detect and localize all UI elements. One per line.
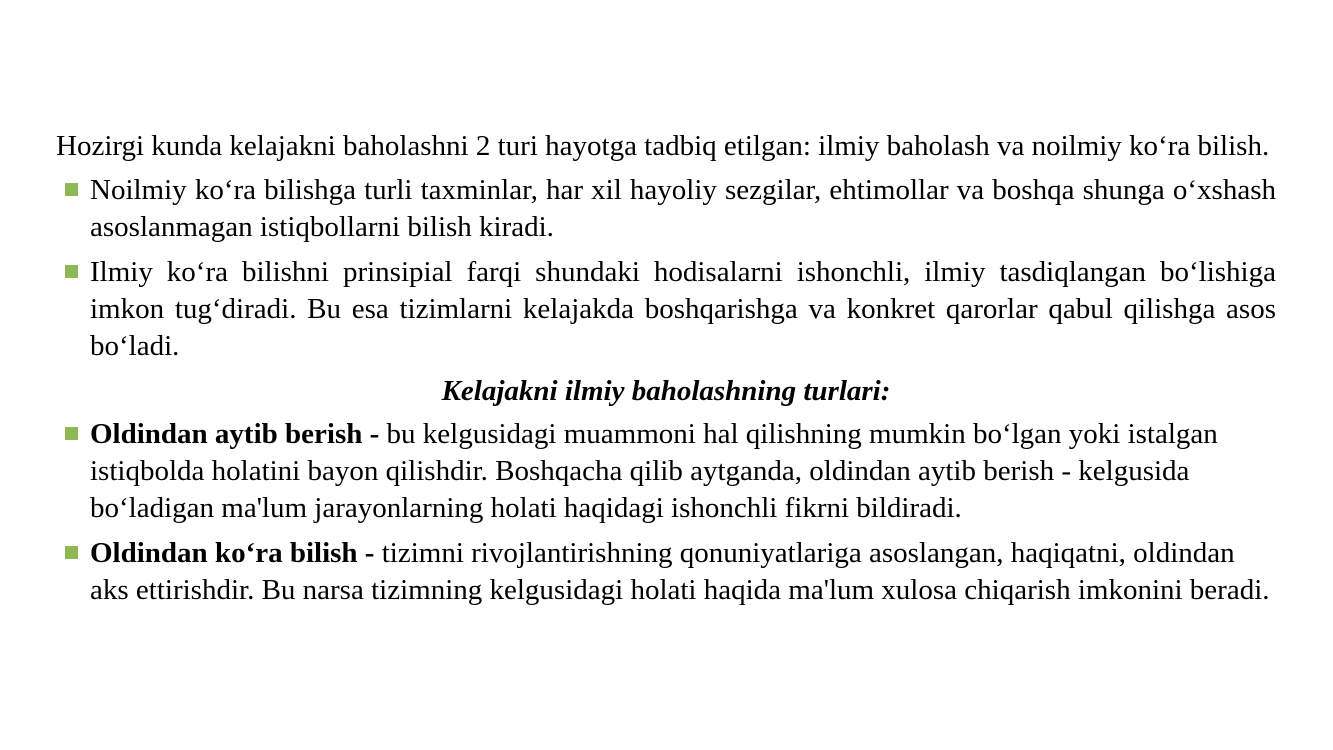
term-label: Oldindan aytib berish - — [90, 418, 380, 450]
square-bullet-icon — [65, 265, 78, 278]
square-bullet-icon — [65, 183, 78, 196]
term-definition: tizimni rivojlantirishning qonuniyatlariga asoslangan, haqiqatni, oldindan aks ettirishdir. Bu narsa tizimning kelgusidagi holati haqida ma'lum xulosa chiqarish imkonini beradi. — [90, 537, 1270, 606]
term-definition: bu kelgusidagi muammoni hal qilishning mumkin bo‘lgan yoki istalgan istiqbolda holatini bayon qilishdir. Boshqacha qilib aytganda, oldindan aytib berish - kelgusida bo‘ladigan ma'lum jarayonlarning holati haqidagi ishonchli fikrni bildiradi. — [90, 418, 1218, 524]
bullet-item-ilmiy — [56, 254, 1276, 365]
slide-body — [56, 128, 1276, 617]
bullet-text: Ilmiy ko‘ra bilishni prinsipial farqi shundaki hodisalarni ishonchli, ilmiy tasdiqlangan bo‘lishiga imkon tug‘diradi. Bu esa tizimlarni kelajakda boshqarishga va konkret qarorlar qabul qilishga asos bo‘ladi. — [90, 256, 1276, 362]
term-label: Oldindan ko‘ra bilish - — [90, 537, 375, 569]
section-heading: Kelajakni ilmiy baholashning turlari: — [441, 375, 891, 407]
square-bullet-icon — [65, 546, 78, 559]
bullet-item-oldindan-aytib-berish — [56, 416, 1276, 527]
square-bullet-icon — [65, 427, 78, 440]
intro-paragraph: Hozirgi kunda kelajakni baholashni 2 turi hayotga tadbiq etilgan: ilmiy baholash va noilmiy ko‘ra bilish. — [56, 130, 1270, 162]
bullet-item-noilmiy — [56, 172, 1276, 246]
bullet-item-oldindan-kora-bilish — [56, 535, 1276, 609]
bullet-text: Noilmiy ko‘ra bilishga turli taxminlar, har xil hayoliy sezgilar, ehtimollar va boshqa shunga o‘xshash asoslanmagan istiqbollarni bilish kiradi. — [90, 174, 1276, 243]
